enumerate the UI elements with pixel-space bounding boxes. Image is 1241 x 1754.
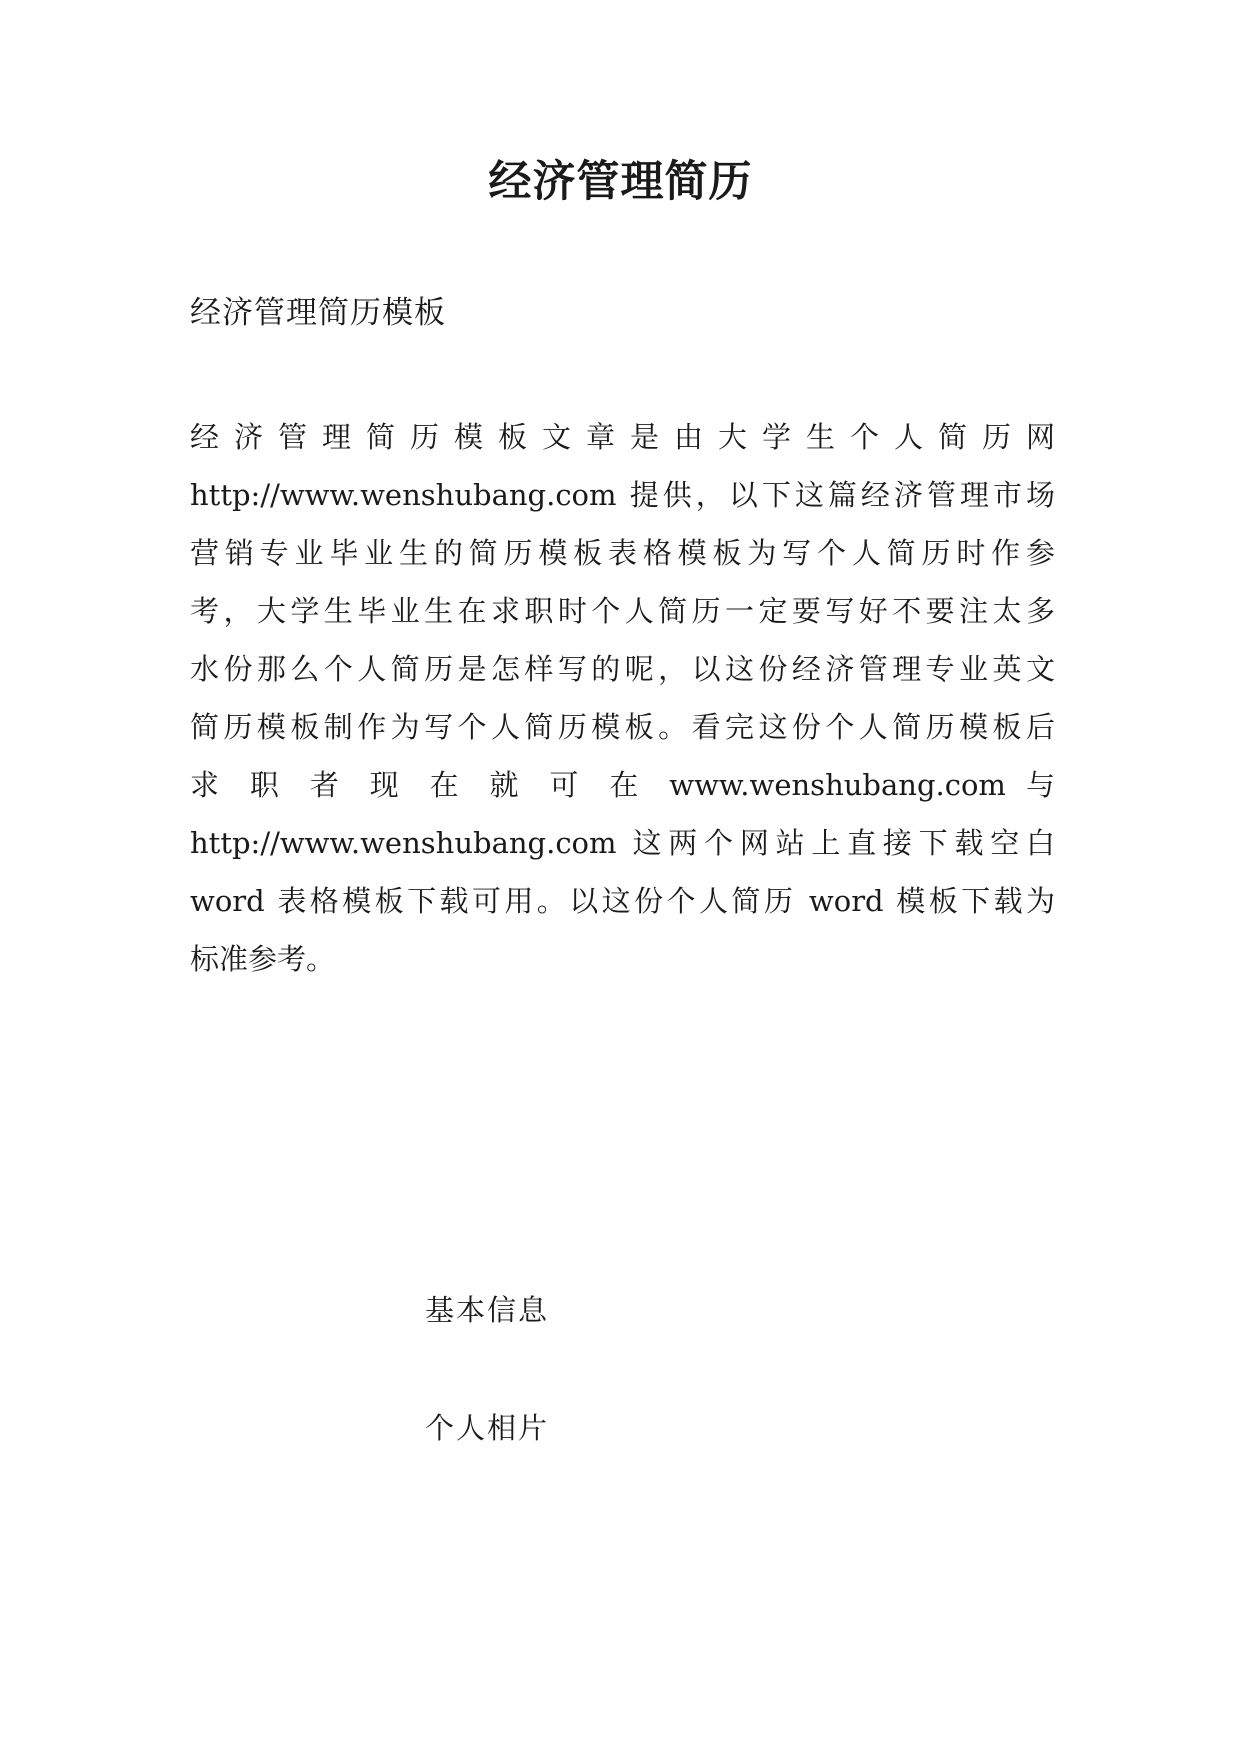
intro-paragraph	[190, 408, 1055, 988]
paragraph-line: word 表格模板下载可用。以这份个人简历 word 模板下载为	[190, 884, 1055, 918]
paragraph-line: 考，大学生毕业生在求职时个人简历一定要写好不要注太多	[190, 594, 1055, 628]
section-heading-basic-info: 基本信息	[425, 1293, 550, 1327]
paragraph-line: 求 职 者 现 在 就 可 在 www.wenshubang.com 与	[190, 768, 1055, 802]
document-title: 经济管理简历	[488, 157, 753, 207]
paragraph-line: 营销专业毕业生的简历模板表格模板为写个人简历时作参	[190, 536, 1055, 570]
paragraph-line: 经 济 管 理 简 历 模 板 文 章 是 由 大 学 生 个 人 简 历 网	[190, 420, 1055, 454]
section-heading-photo: 个人相片	[425, 1411, 550, 1445]
paragraph-line: 水份那么个人简历是怎样写的呢，以这份经济管理专业英文	[190, 652, 1055, 686]
paragraph-line: http://www.wenshubang.com 提供，以下这篇经济管理市场	[190, 478, 1055, 512]
paragraph-line: 简历模板制作为写个人简历模板。看完这份个人简历模板后	[190, 710, 1055, 744]
paragraph-line: http://www.wenshubang.com 这两个网站上直接下载空白	[190, 826, 1055, 860]
document-subtitle: 经济管理简历模板	[190, 295, 446, 331]
paragraph-line: 标准参考。	[190, 942, 336, 976]
